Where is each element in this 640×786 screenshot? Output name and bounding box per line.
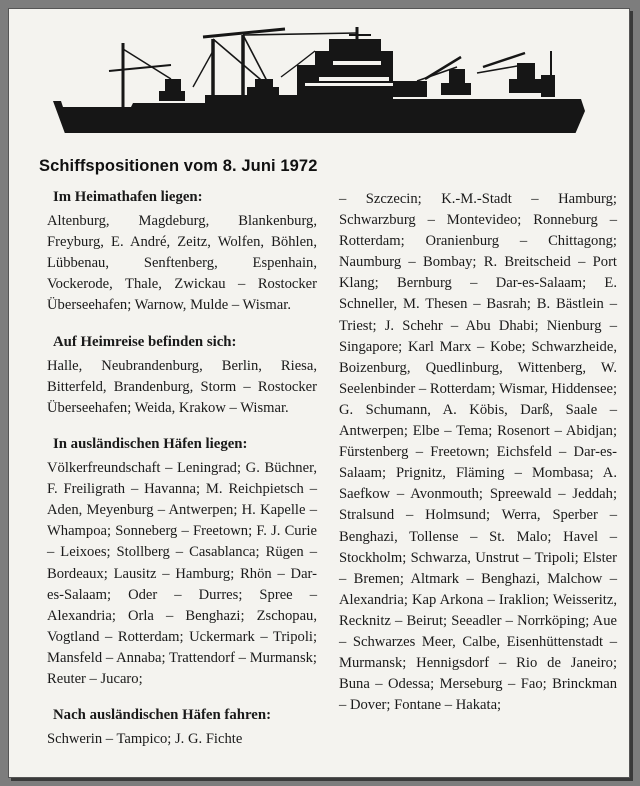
page-title: Schiffspositionen vom 8. Juni 1972 [39, 157, 318, 175]
section-title-homeward: Auf Heimreise befinden sich: [53, 333, 237, 350]
section-title-foreign-ports: In ausländischen Häfen liegen: [53, 435, 248, 452]
section-text-home-port: Altenburg, Magdeburg, Blankenburg, Freyburg, E. André, Zeitz, Wolfen, Böhlen, Lübbenau, Senftenberg, Espenhain, Vockerode, Thale, Zwickau – Rostocker Überseehafen; Warnow, Mulde – Wismar. [47, 213, 317, 314]
section-text-continued: – Szczecin; K.-M.-Stadt – Hamburg; Schwarzburg – Montevideo; Ronneburg – Rotterdam; Oranienburg – Chittagong; Naumburg – Bombay; R. Breitscheid – Port Klang; Bernburg – Dar-es-Salaam; E. Schneller, M. Thesen – Basrah; B. Bästlein – Triest; J. Schehr – Abu Dhabi; Nienburg – Singapore; Karl Marx – Kobe; Schwarzheide, Boizenburg, Quedlinburg, Wittenberg, W. Seelenbinder – Rotterdam; Wismar, Hiddensee; G. Schumann, A. Köbis, Darß, Saale – Antwerpen; Elbe – Tema; Rosenort – Abidjan; Fürstenberg – Freetown; Eichsfeld – Dar-es-Salaam; Prignitz, Fläming – Mombasa; A. Saefkow – Avonmouth; Spreewald – Jeddah; Stralsund – Holmsund; Werra, Sperber – Benghazi, Tollense – St. Malo; Havel – Stockholm; Schwarza, Unstrut – Tripoli; Elster – Bremen; Altmark – Benghazi, Malchow – Alexandria; Kap Arkona – Iraklion; Weisseritz, Recknitz – Beirut; Seeadler – Norrköping; Aue – Schwarzes Meer, Calbe, Eisenhüttenstadt – Murmansk; Hennigsdorf – Rio de Janeiro; Buna – Odessa; Merseburg – Fao; Brinckman – Dover; Fontane – Hakata; [339, 191, 617, 714]
cargo-ship-illustration [53, 21, 593, 145]
newspaper-clipping [8, 8, 630, 778]
section-title-to-foreign: Nach ausländischen Häfen fahren: [53, 707, 272, 724]
section-text-to-foreign: Schwerin – Tampico; J. G. Fichte [47, 731, 243, 748]
section-text-foreign-ports: Völkerfreundschaft – Leningrad; G. Büchner, F. Freiligrath – Havanna; M. Reichpietsch – Aden, Meyenburg – Antwerpen; H. Kapelle – Whampoa; Sonneberg – Freetown; F. J. Curie – Leixoes; Stollberg – Casablanca; Rügen – Bordeaux; Lausitz – Hamburg; Rhön – Dar-es-Salaam; Oder – Durres; Spree – Alexandria; Orla – Benghazi; Zschopau, Vogtland – Rotterdam; Uckermark – Tripoli; Mansfeld – Annaba; Trattendorf – Murmansk; Reuter – Jucaro; [47, 460, 317, 687]
right-column [339, 189, 617, 716]
section-text-homeward: Halle, Neubrandenburg, Berlin, Riesa, Bitterfeld, Brandenburg, Storm – Rostocker Überseehafen; Weida, Krakow – Wismar. [47, 357, 317, 416]
section-title-home-port: Im Heimathafen liegen: [53, 189, 203, 205]
left-column [47, 181, 317, 750]
